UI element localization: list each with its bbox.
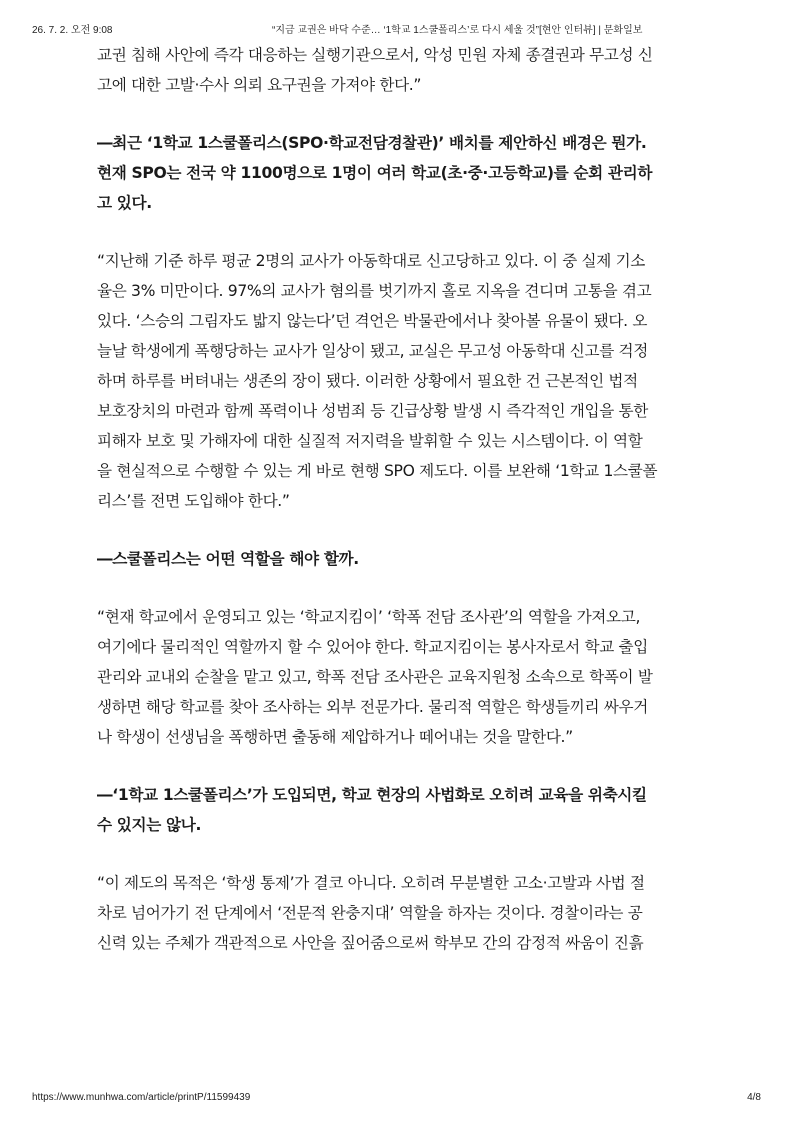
text-line: “지난해 기준 하루 평균 2명의 교사가 아동학대로 신고당하고 있다. 이 중 실제 기소 [97,252,646,270]
text-line: 차로 넘어가기 전 단계에서 ‘전문적 완충지대’ 역할을 하자는 것이다. 경찰이라는 공 [97,904,643,922]
text-line: 관리와 교내외 순찰을 맡고 있고, 학폭 전담 조사관은 교육지원청 소속으로 학폭이 발 [97,668,653,686]
text-line: 신력 있는 주체가 객관적으로 사안을 짚어줌으로써 학부모 간의 감정적 싸움이 진흙 [97,934,644,952]
text-line: 늘날 학생에게 폭행당하는 교사가 일상이 됐고, 교실은 무고성 아동학대 신고를 걱정 [97,342,648,360]
text-line: 있다. ‘스승의 그림자도 밟지 않는다’던 격언은 박물관에서나 찾아볼 유물이 됐다. 오 [97,312,648,330]
interview-answer [97,246,697,516]
text-line: 나 학생이 선생님을 폭행하면 출동해 제압하거나 떼어내는 것을 말한다.” [97,728,573,746]
print-page-title: “지금 교권은 바닥 수준… ‘1학교 1스쿨폴리스’로 다시 세울 것”[현안 인터뷰] | 문화일보 [272,25,643,36]
print-source-url: https://www.munhwa.com/article/printP/11599439 [32,1092,251,1103]
text-line: ―최근 ‘1학교 1스쿨폴리스(SPO·학교전담경찰관)’ 배치를 제안하신 배경은 뭔가. [97,134,647,152]
text-line: 을 현실적으로 수행할 수 있는 게 바로 현행 SPO 제도다. 이를 보완해 ‘1학교 1스쿨폴 [97,462,658,480]
interview-question [97,128,697,218]
text-line: 수 있지는 않나. [97,816,202,834]
text-line: ―‘1학교 1스쿨폴리스’가 도입되면, 학교 현장의 사법화로 오히려 교육을 위축시킬 [97,786,647,804]
answer-paragraph-continued [97,40,697,100]
text-line: 율은 3% 미만이다. 97%의 교사가 혐의를 벗기까지 홀로 지옥을 견디며 고통을 겪고 [97,282,652,300]
text-line: 여기에다 물리적인 역할까지 할 수 있어야 한다. 학교지킴이는 봉사자로서 학교 출입 [97,638,648,656]
interview-question [97,544,697,574]
text-line: “이 제도의 목적은 ‘학생 통제’가 결코 아니다. 오히려 무분별한 고소·고발과 사법 절 [97,874,645,892]
text-line: “현재 학교에서 운영되고 있는 ‘학교지킴이’ ‘학폭 전담 조사관’의 역할을 가져오고, [97,608,641,626]
article-body [97,40,697,958]
page-number: 4/8 [747,1092,761,1103]
interview-question [97,780,697,840]
text-line: 고 있다. [97,194,152,212]
text-line: ―스쿨폴리스는 어떤 역할을 해야 할까. [97,550,359,568]
text-line: 리스’를 전면 도입해야 한다.” [97,492,290,510]
interview-answer [97,868,697,958]
print-date: 26. 7. 2. 오전 9:08 [32,25,113,36]
interview-answer [97,602,697,752]
text-line: 피해자 보호 및 가해자에 대한 실질적 저지력을 발휘할 수 있는 시스템이다. 이 역할 [97,432,643,450]
text-line: 교권 침해 사안에 즉각 대응하는 실행기관으로서, 악성 민원 자체 종결권과 무고성 신 [97,46,653,64]
text-line: 현재 SPO는 전국 약 1100명으로 1명이 여러 학교(초·중·고등학교)를 순회 관리하 [97,164,653,182]
text-line: 보호장치의 마련과 함께 폭력이나 성범죄 등 긴급상황 발생 시 즉각적인 개입을 통한 [97,402,648,420]
text-line: 고에 대한 고발·수사 의뢰 요구권을 가져야 한다.” [97,76,422,94]
text-line: 생하면 해당 학교를 찾아 조사하는 외부 전문가다. 물리적 역할은 학생들끼리 싸우거 [97,698,648,716]
text-line: 하며 하루를 버텨내는 생존의 장이 됐다. 이러한 상황에서 필요한 건 근본적인 법적 [97,372,638,390]
